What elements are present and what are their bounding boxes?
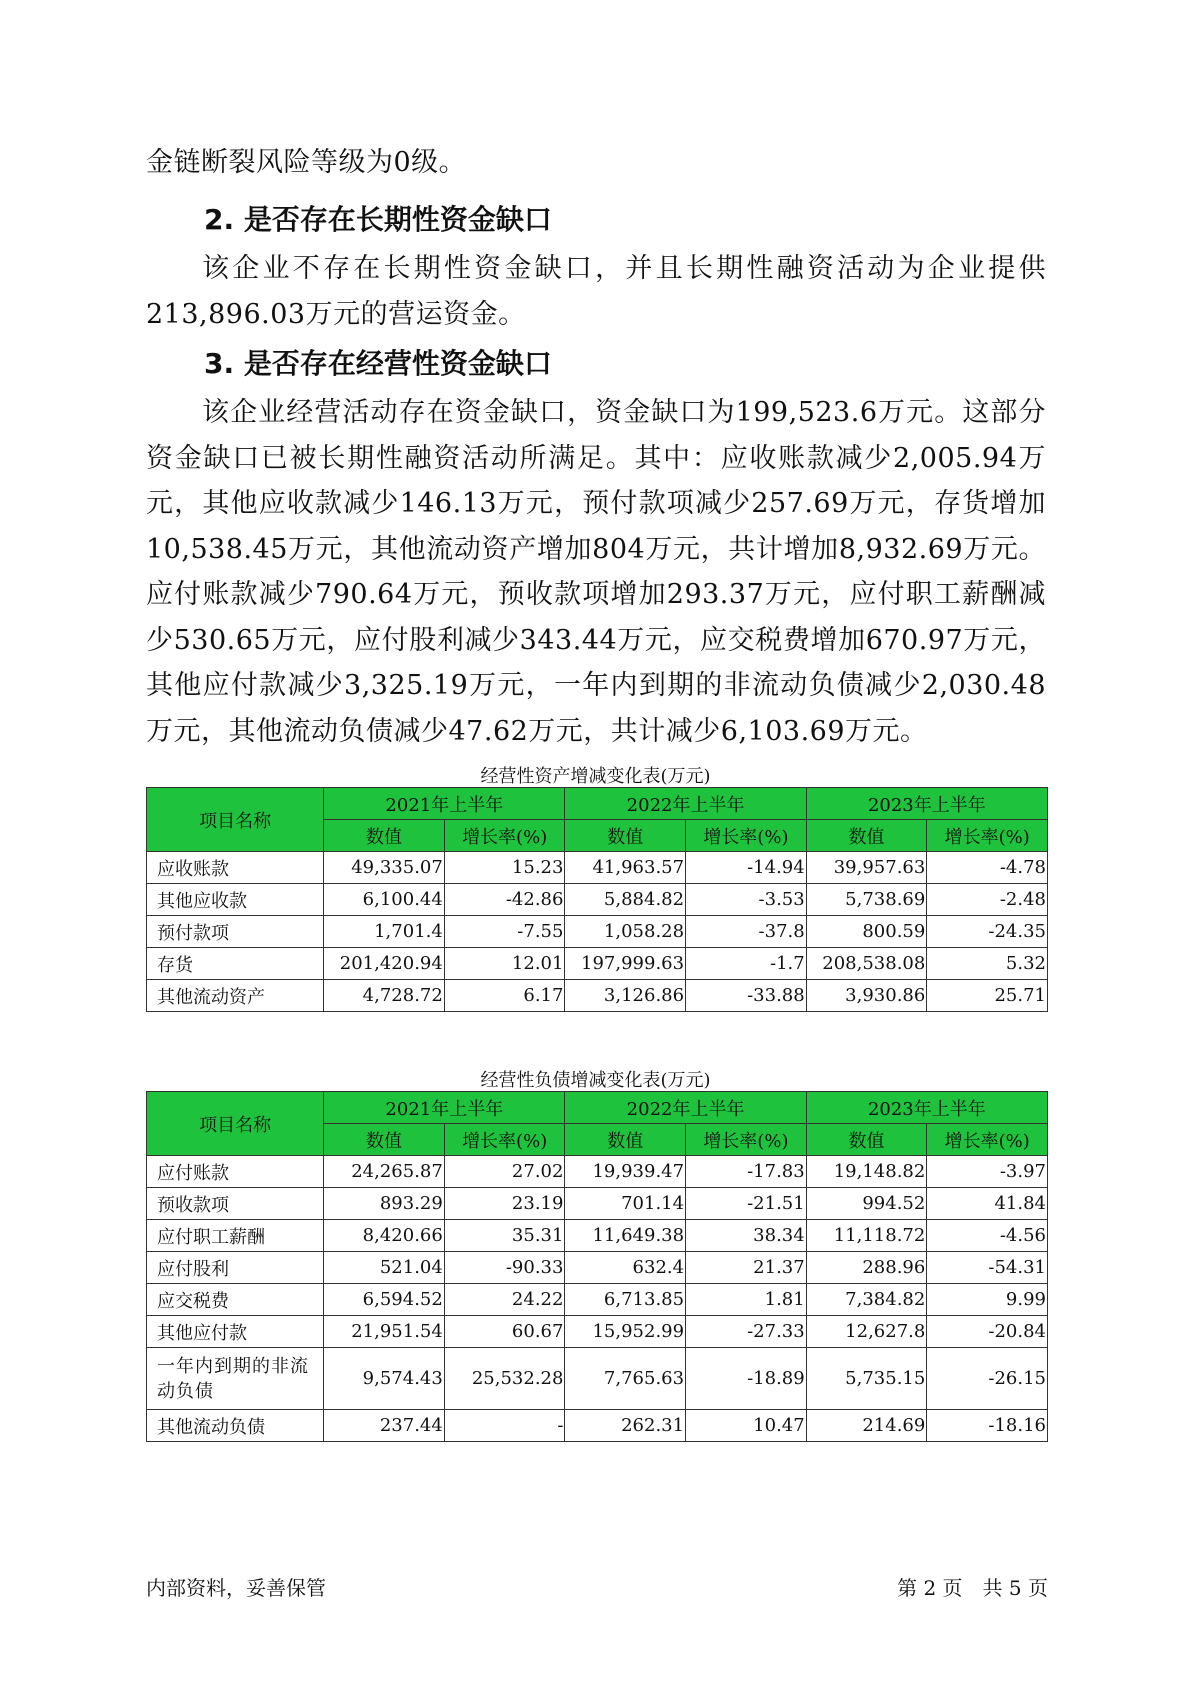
growth-rate-cell: 6.17	[444, 980, 565, 1012]
value-cell: 701.14	[565, 1188, 686, 1220]
value-cell: 1,701.4	[324, 916, 445, 948]
header-value: 数值	[565, 1124, 686, 1156]
header-period: 2021年上半年	[324, 1092, 565, 1124]
value-cell: 6,713.85	[565, 1284, 686, 1316]
growth-rate-cell: -3.97	[927, 1156, 1048, 1188]
header-item-name: 项目名称	[147, 1092, 324, 1156]
section-heading-2: 2. 是否存在长期性资金缺口	[204, 203, 552, 236]
value-cell: 632.4	[565, 1252, 686, 1284]
row-label: 其他流动负债	[147, 1410, 324, 1442]
value-cell: 893.29	[324, 1188, 445, 1220]
value-cell: 994.52	[806, 1188, 927, 1220]
table-row	[147, 1188, 1048, 1220]
growth-rate-cell: -	[444, 1410, 565, 1442]
value-cell: 7,765.63	[565, 1348, 686, 1410]
footer-left: 内部资料，妥善保管	[146, 1576, 326, 1600]
value-cell: 3,126.86	[565, 980, 686, 1012]
growth-rate-cell: 9.99	[927, 1284, 1048, 1316]
value-cell: 15,952.99	[565, 1316, 686, 1348]
value-cell: 208,538.08	[806, 948, 927, 980]
growth-rate-cell: -7.55	[444, 916, 565, 948]
section-heading-3: 3. 是否存在经营性资金缺口	[204, 347, 552, 380]
table-row	[147, 852, 1048, 884]
value-cell: 4,728.72	[324, 980, 445, 1012]
row-label: 预付款项	[147, 916, 324, 948]
growth-rate-cell: -21.51	[686, 1188, 807, 1220]
value-cell: 11,649.38	[565, 1220, 686, 1252]
value-cell: 21,951.54	[324, 1316, 445, 1348]
liabilities-table-caption: 经营性负债增减变化表(万元)	[480, 1070, 711, 1091]
growth-rate-cell: -18.89	[686, 1348, 807, 1410]
assets-table-caption: 经营性资产增减变化表(万元)	[480, 766, 711, 787]
growth-rate-cell: 23.19	[444, 1188, 565, 1220]
row-label: 应付股利	[147, 1252, 324, 1284]
header-value: 数值	[565, 820, 686, 852]
value-cell: 24,265.87	[324, 1156, 445, 1188]
table-row	[147, 916, 1048, 948]
header-period: 2023年上半年	[806, 1092, 1047, 1124]
header-growth-rate: 增长率(%)	[686, 820, 807, 852]
table-row	[147, 1284, 1048, 1316]
value-cell: 6,594.52	[324, 1284, 445, 1316]
table-row	[147, 884, 1048, 916]
value-cell: 41,963.57	[565, 852, 686, 884]
growth-rate-cell: 5.32	[927, 948, 1048, 980]
value-cell: 3,930.86	[806, 980, 927, 1012]
header-value: 数值	[324, 1124, 445, 1156]
table-row	[147, 1220, 1048, 1252]
growth-rate-cell: -54.31	[927, 1252, 1048, 1284]
row-label: 存货	[147, 948, 324, 980]
growth-rate-cell: -4.56	[927, 1220, 1048, 1252]
growth-rate-cell: 12.01	[444, 948, 565, 980]
value-cell: 197,999.63	[565, 948, 686, 980]
row-label: 预收款项	[147, 1188, 324, 1220]
value-cell: 201,420.94	[324, 948, 445, 980]
header-value: 数值	[806, 820, 927, 852]
header-value: 数值	[806, 1124, 927, 1156]
header-period: 2022年上半年	[565, 1092, 806, 1124]
growth-rate-cell: 25.71	[927, 980, 1048, 1012]
paragraph-continuation: 金链断裂风险等级为0级。	[146, 147, 467, 178]
growth-rate-cell: -27.33	[686, 1316, 807, 1348]
value-cell: 521.04	[324, 1252, 445, 1284]
growth-rate-cell: 24.22	[444, 1284, 565, 1316]
row-label: 应收账款	[147, 852, 324, 884]
footer-page-number: 第 2 页 共 5 页	[897, 1576, 1048, 1600]
value-cell: 19,939.47	[565, 1156, 686, 1188]
value-cell: 19,148.82	[806, 1156, 927, 1188]
header-growth-rate: 增长率(%)	[444, 1124, 565, 1156]
value-cell: 11,118.72	[806, 1220, 927, 1252]
table-row	[147, 1410, 1048, 1442]
growth-rate-cell: -1.7	[686, 948, 807, 980]
growth-rate-cell: -17.83	[686, 1156, 807, 1188]
growth-rate-cell: -90.33	[444, 1252, 565, 1284]
table-row	[147, 980, 1048, 1012]
growth-rate-cell: -37.8	[686, 916, 807, 948]
row-label: 应付职工薪酬	[147, 1220, 324, 1252]
paragraph-long-term-gap: 该企业不存在长期性资金缺口，并且长期性融资活动为企业提供213,896.03万元的营运资金。	[146, 253, 1046, 330]
header-period: 2022年上半年	[565, 788, 806, 820]
value-cell: 214.69	[806, 1410, 927, 1442]
growth-rate-cell: -4.78	[927, 852, 1048, 884]
growth-rate-cell: 38.34	[686, 1220, 807, 1252]
value-cell: 237.44	[324, 1410, 445, 1442]
table-row	[147, 1316, 1048, 1348]
paragraph-operating-gap: 该企业经营活动存在资金缺口，资金缺口为199,523.6万元。这部分资金缺口已被长期性融资活动所满足。其中：应收账款减少2,005.94万元，其他应收款减少146.13万元，预付款项减少257.69万元，存货增加10,538.45万元，其他流动资产增加804万元，共计增加8,932.69万元。应付账款减少790.64万元，预收款项增加293.37万元，应付职工薪酬减少530.65万元，应付股利减少343.44万元，应交税费增加670.97万元，其他应付款减少3,325.19万元，一年内到期的非流动负债减少2,030.48万元，其他流动负债减少47.62万元，共计减少6,103.69万元。	[146, 397, 1046, 747]
value-cell: 288.96	[806, 1252, 927, 1284]
growth-rate-cell: -24.35	[927, 916, 1048, 948]
value-cell: 6,100.44	[324, 884, 445, 916]
growth-rate-cell: 21.37	[686, 1252, 807, 1284]
growth-rate-cell: 10.47	[686, 1410, 807, 1442]
growth-rate-cell: 25,532.28	[444, 1348, 565, 1410]
table-row	[147, 1348, 1048, 1410]
header-period: 2021年上半年	[324, 788, 565, 820]
value-cell: 12,627.8	[806, 1316, 927, 1348]
header-item-name: 项目名称	[147, 788, 324, 852]
row-label: 其他流动资产	[147, 980, 324, 1012]
growth-rate-cell: 1.81	[686, 1284, 807, 1316]
value-cell: 7,384.82	[806, 1284, 927, 1316]
growth-rate-cell: -18.16	[927, 1410, 1048, 1442]
value-cell: 8,420.66	[324, 1220, 445, 1252]
row-label: 应交税费	[147, 1284, 324, 1316]
growth-rate-cell: -20.84	[927, 1316, 1048, 1348]
row-label: 其他应付款	[147, 1316, 324, 1348]
growth-rate-cell: -2.48	[927, 884, 1048, 916]
growth-rate-cell: -42.86	[444, 884, 565, 916]
value-cell: 262.31	[565, 1410, 686, 1442]
value-cell: 39,957.63	[806, 852, 927, 884]
header-growth-rate: 增长率(%)	[444, 820, 565, 852]
growth-rate-cell: -14.94	[686, 852, 807, 884]
row-label: 一年内到期的非流动负债	[147, 1348, 324, 1410]
table-row	[147, 1156, 1048, 1188]
growth-rate-cell: 15.23	[444, 852, 565, 884]
assets-table	[146, 787, 1048, 1012]
header-period: 2023年上半年	[806, 788, 1047, 820]
growth-rate-cell: 41.84	[927, 1188, 1048, 1220]
value-cell: 1,058.28	[565, 916, 686, 948]
growth-rate-cell: 27.02	[444, 1156, 565, 1188]
value-cell: 5,884.82	[565, 884, 686, 916]
value-cell: 49,335.07	[324, 852, 445, 884]
header-growth-rate: 增长率(%)	[927, 820, 1048, 852]
growth-rate-cell: 60.67	[444, 1316, 565, 1348]
value-cell: 800.59	[806, 916, 927, 948]
value-cell: 9,574.43	[324, 1348, 445, 1410]
growth-rate-cell: 35.31	[444, 1220, 565, 1252]
header-value: 数值	[324, 820, 445, 852]
header-growth-rate: 增长率(%)	[927, 1124, 1048, 1156]
value-cell: 5,735.15	[806, 1348, 927, 1410]
header-growth-rate: 增长率(%)	[686, 1124, 807, 1156]
value-cell: 5,738.69	[806, 884, 927, 916]
growth-rate-cell: -3.53	[686, 884, 807, 916]
table-row	[147, 1252, 1048, 1284]
row-label: 应付账款	[147, 1156, 324, 1188]
growth-rate-cell: -26.15	[927, 1348, 1048, 1410]
table-row	[147, 948, 1048, 980]
growth-rate-cell: -33.88	[686, 980, 807, 1012]
liabilities-table	[146, 1091, 1048, 1442]
row-label: 其他应收款	[147, 884, 324, 916]
